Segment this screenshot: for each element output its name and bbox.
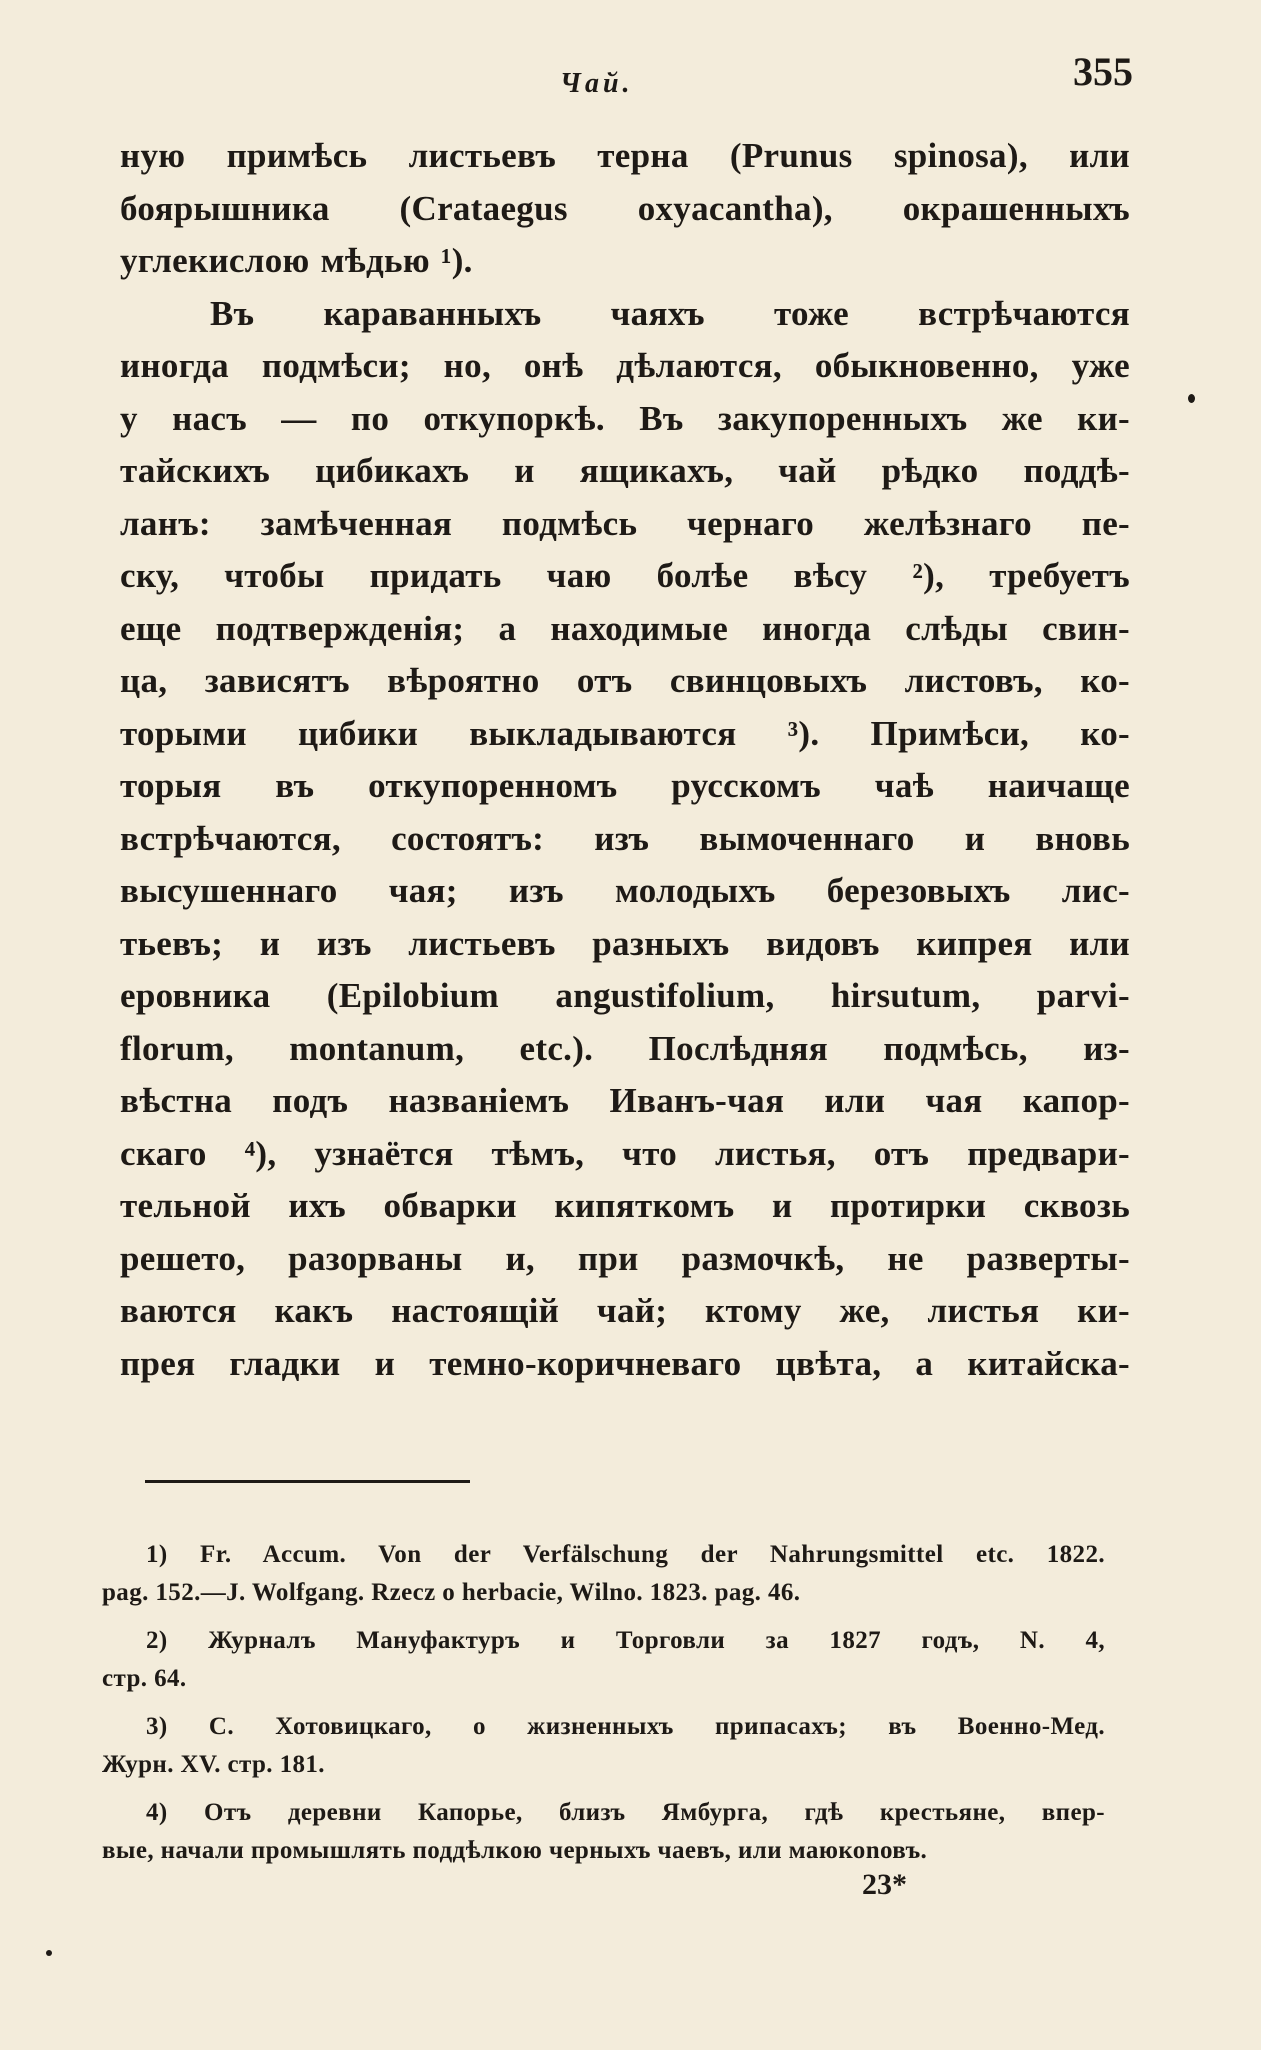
footnote-line: 1) Fr. Accum. Von der Verfälschung der Nahrungsmittel etc. 1822. [146,1541,1105,1568]
footnote-line: стр. 64. [102,1665,187,1692]
body-text [120,130,1130,1390]
footnote-line: вые, начали промышлять поддѣлкою черныхъ чаевъ, или маюкоnовъ. [102,1837,928,1864]
body-line: скаго ⁴), узнаётся тѣмъ, что листья, отъ предвари- [120,1133,1130,1173]
ink-speck [1188,394,1195,403]
body-line: ваются какъ настоящій чай; ктому же, листья ки- [120,1291,1130,1330]
body-line: высушеннаго чая; изъ молодыхъ березовыхъ лис- [120,871,1130,910]
footnote [102,1622,1105,1698]
footnote-line: 4) Отъ деревни Капорье, близъ Ямбурга, гдѣ крестьяне, впер- [146,1799,1105,1826]
body-line: еще подтвержденія; а находимые иногда слѣды свин- [120,608,1130,648]
body-line: встрѣчаются, состоятъ: изъ вымоченнаго и вновь [120,818,1130,858]
body-line: у насъ — по откупоркѣ. Въ закупоренныхъ же ки- [120,398,1130,438]
body-line: решето, разорваны и, при размочкѣ, не разверты- [120,1238,1130,1278]
footnote [102,1536,1105,1612]
footnote-line: Журн. XV. стр. 181. [102,1751,325,1778]
footnotes [102,1536,1105,1880]
body-line: тьевъ; и изъ листьевъ разныхъ видовъ кипрея или [120,923,1130,963]
running-title: Чай. [560,68,634,99]
ink-speck [46,1950,52,1956]
body-line: тайскихъ цибикахъ и ящикахъ, чай рѣдко поддѣ- [120,451,1130,490]
body-line: florum, montanum, etc.). Послѣдняя подмѣсь, из- [120,1028,1130,1068]
body-line: ланъ: замѣченная подмѣсь чернаго желѣзнаго пе- [120,503,1130,543]
page-number: 355 [1073,49,1133,94]
body-line: боярышника (Crataegus oxyacantha), окрашенныхъ [120,188,1130,228]
body-line: тельной ихъ обварки кипяткомъ и протирки сквозь [120,1186,1130,1225]
body-line: торыми цибики выкладываются ³). Примѣси, ко- [120,713,1130,753]
signature-mark: 23* [862,1868,907,1901]
body-line: иногда подмѣси; но, онѣ дѣлаются, обыкновенно, уже [120,346,1130,385]
footnote-rule [145,1480,470,1483]
body-line: углекислою мѣдью ¹). [120,241,473,280]
body-line: ску, чтобы придать чаю болѣе вѣсу ²), требуетъ [120,556,1130,595]
body-line: прея гладки и темно-коричневаго цвѣта, а китайска- [120,1343,1130,1383]
body-line: Въ караванныхъ чаяхъ тоже встрѣчаются [210,293,1130,333]
page-header [0,48,1261,98]
body-line: торыя въ откупоренномъ русскомъ чаѣ наичаще [120,766,1130,805]
footnote [102,1708,1105,1784]
body-line: ную примѣсь листьевъ терна (Prunus spinosa), или [120,136,1130,175]
body-line: вѣстна подъ названіемъ Иванъ-чая или чая капор- [120,1081,1130,1120]
footnote-line: 2) Журналъ Мануфактуръ и Торговли за 1827 годъ, N. 4, [146,1627,1105,1654]
body-line: еровника (Epilobium angustifolium, hirsutum, parvi- [120,976,1130,1015]
footnote-line: 3) С. Хотовицкаго, о жизненныхъ припасахъ; въ Военно-Мед. [146,1713,1105,1740]
footnote-line: pag. 152.—J. Wolfgang. Rzecz o herbacie, Wilno. 1823. pag. 46. [102,1579,801,1606]
body-line: ца, зависятъ вѣроятно отъ свинцовыхъ листовъ, ко- [120,661,1130,700]
footnote [102,1794,1105,1870]
